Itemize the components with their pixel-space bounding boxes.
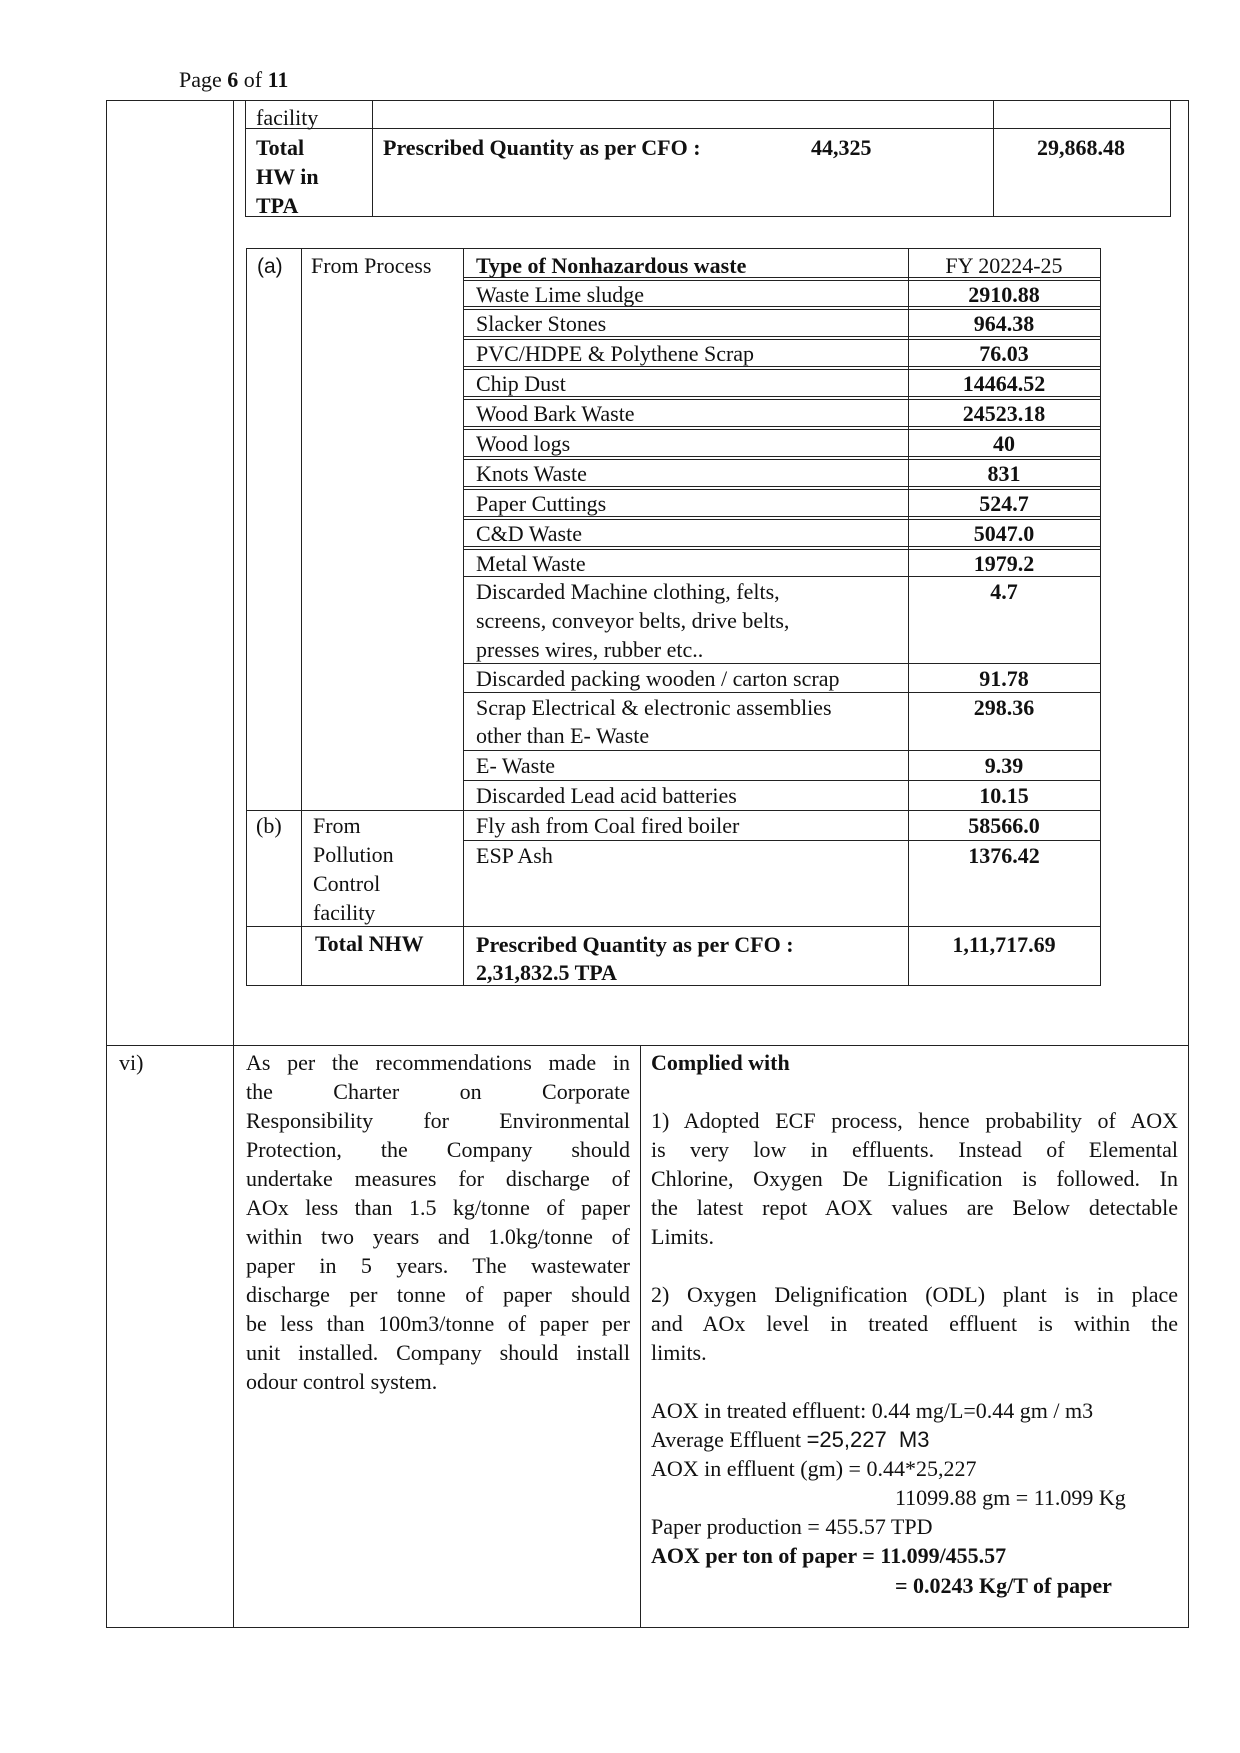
- waste-value: 58566.0: [968, 813, 1040, 838]
- waste-type: Paper Cuttings: [476, 491, 607, 516]
- waste-type: Waste Lime sludge: [476, 282, 645, 307]
- hw-row-label: facility: [256, 105, 319, 130]
- waste-type: E- Waste: [476, 753, 556, 778]
- point1-line: the latest repot AOX values are Below detectable: [651, 1195, 1178, 1220]
- calc-avg-effluent-value: =25,227 M3: [806, 1427, 930, 1452]
- compliance-status: Complied with: [651, 1050, 790, 1075]
- compliance-point-2: [651, 1280, 1178, 1367]
- nhw-left-border: [246, 248, 247, 986]
- hw-total-label-line-2: HW in: [256, 164, 319, 189]
- hw-col-divider-2: [993, 100, 994, 217]
- nhw-col-marker-divider: [301, 248, 302, 986]
- hw-table-bottom: [245, 216, 1170, 217]
- waste-type: presses wires, rubber etc..: [476, 637, 704, 662]
- waste-type: other than E- Waste: [476, 723, 650, 748]
- waste-value: 14464.52: [962, 371, 1046, 396]
- nhw-top-border: [246, 248, 1101, 249]
- calc-paper-production: Paper production = 455.57 TPD: [651, 1514, 933, 1539]
- waste-type: Fly ash from Coal fired boiler: [476, 813, 740, 838]
- outer-left-border: [106, 100, 107, 1628]
- waste-value: 4.7: [990, 579, 1018, 604]
- point1-line: is very low in effluents. Instead of Elemental: [651, 1137, 1178, 1162]
- calc-aox-effluent: AOX in effluent (gm) = 0.44*25,227: [651, 1456, 977, 1481]
- condition-text: [246, 1048, 630, 1396]
- condition-line: be less than 100m3/tonne of paper per: [246, 1311, 630, 1336]
- group-a-source: From Process: [311, 253, 432, 278]
- vi-column-divider: [640, 1045, 641, 1628]
- outer-right-border: [1188, 100, 1189, 1628]
- nhw-prescribed-line-2: 2,31,832.5 TPA: [476, 960, 617, 985]
- waste-type: Knots Waste: [476, 461, 587, 486]
- condition-line: Protection, the Company should: [246, 1137, 630, 1162]
- hw-total-label-line-3: TPA: [256, 193, 299, 218]
- hw-total-label-line-1: Total: [256, 135, 305, 160]
- waste-type: Wood Bark Waste: [476, 401, 635, 426]
- col-header-fy: FY 20224-25: [945, 253, 1063, 278]
- section-number: vi): [119, 1050, 144, 1075]
- hw-col-divider-1: [372, 100, 373, 217]
- hw-prescribed-value: 44,325: [811, 135, 872, 160]
- point2-line: limits.: [651, 1340, 707, 1365]
- group-a-marker: (a): [257, 255, 283, 278]
- waste-type: Discarded packing wooden / carton scrap: [476, 666, 840, 691]
- waste-type: Discarded Machine clothing, felts,: [476, 579, 780, 604]
- waste-type: Wood logs: [476, 431, 571, 456]
- page-number: Page 6 of 11: [179, 67, 289, 92]
- waste-type: PVC/HDPE & Polythene Scrap: [476, 341, 755, 366]
- point2-line: 2) Oxygen Delignification (ODL) plant is in place: [651, 1282, 1178, 1307]
- nhw-right-border: [1100, 248, 1101, 986]
- outer-bottom-border: [106, 1627, 1189, 1628]
- waste-value: 24523.18: [962, 401, 1046, 426]
- waste-value: 524.7: [979, 491, 1029, 516]
- calc-aox-treated: AOX in treated effluent: 0.44 mg/L=0.44 gm / m3: [651, 1398, 1094, 1423]
- calc-aox-per-ton: AOX per ton of paper = 11.099/455.57: [651, 1543, 1007, 1568]
- compliance-point-1: [651, 1106, 1178, 1251]
- group-b-marker: (b): [256, 813, 282, 838]
- col-header-type: Type of Nonhazardous waste: [476, 253, 747, 278]
- waste-value: 298.36: [973, 695, 1035, 720]
- waste-value: 5047.0: [973, 521, 1035, 546]
- hw-row-divider: [245, 128, 1170, 129]
- condition-line: the Charter on Corporate: [246, 1079, 630, 1104]
- nhw-col-source-divider: [463, 248, 464, 986]
- group-b-source-line-1: From: [313, 813, 361, 838]
- nhw-total-value: 1,11,717.69: [952, 932, 1056, 957]
- nhw-total-label: Total NHW: [315, 931, 424, 956]
- waste-type: Slacker Stones: [476, 311, 607, 336]
- waste-value: 9.39: [984, 753, 1024, 778]
- waste-type: Metal Waste: [476, 551, 586, 576]
- condition-line: discharge per tonne of paper should: [246, 1282, 630, 1307]
- waste-value: 964.38: [973, 311, 1035, 336]
- point1-line: Limits.: [651, 1224, 714, 1249]
- waste-type: screens, conveyor belts, drive belts,: [476, 608, 790, 633]
- waste-value: 2910.88: [968, 282, 1040, 307]
- group-b-source-line-4: facility: [313, 900, 376, 925]
- condition-line: Responsibility for Environmental: [246, 1108, 630, 1133]
- condition-line: AOx less than 1.5 kg/tonne of paper: [246, 1195, 630, 1220]
- waste-type: Discarded Lead acid batteries: [476, 783, 737, 808]
- condition-line: paper in 5 years. The wastewater: [246, 1253, 630, 1278]
- hw-table-right: [1170, 100, 1171, 217]
- calc-avg-effluent-label: Average Effluent: [651, 1427, 802, 1452]
- column-divider: [233, 100, 234, 1628]
- hw-table-left: [245, 100, 246, 217]
- nhw-prescribed-line-1: Prescribed Quantity as per CFO :: [476, 932, 794, 957]
- waste-value: 1376.42: [968, 843, 1040, 868]
- hw-prescribed-label: Prescribed Quantity as per CFO :: [383, 135, 701, 160]
- waste-value: 1979.2: [973, 551, 1035, 576]
- point1-line: 1) Adopted ECF process, hence probability of AOX: [651, 1108, 1178, 1133]
- waste-type: ESP Ash: [476, 843, 553, 868]
- condition-line: undertake measures for discharge of: [246, 1166, 630, 1191]
- calc-aox-effluent-result: 11099.88 gm = 11.099 Kg: [895, 1485, 1126, 1510]
- waste-value: 40: [993, 431, 1015, 456]
- calc-aox-per-ton-result: = 0.0243 Kg/T of paper: [895, 1573, 1112, 1598]
- condition-line: unit installed. Company should install: [246, 1340, 630, 1365]
- section-divider: [106, 1045, 1189, 1046]
- point2-line: and AOx level in treated effluent is within the: [651, 1311, 1178, 1336]
- waste-value: 831: [987, 461, 1021, 486]
- condition-line: odour control system.: [246, 1369, 438, 1394]
- waste-value: 91.78: [979, 666, 1029, 691]
- calc-avg-effluent: [651, 1425, 930, 1454]
- condition-line: within two years and 1.0kg/tonne of: [246, 1224, 630, 1249]
- waste-type: Chip Dust: [476, 371, 566, 396]
- waste-type: Scrap Electrical & electronic assemblies: [476, 695, 832, 720]
- waste-value: 10.15: [979, 783, 1029, 808]
- hw-table-top: [245, 100, 1170, 101]
- waste-value: 76.03: [979, 341, 1029, 366]
- point1-line: Chlorine, Oxygen De Lignification is followed. In: [651, 1166, 1178, 1191]
- waste-type: C&D Waste: [476, 521, 582, 546]
- condition-line: As per the recommendations made in: [246, 1050, 630, 1075]
- hw-total-value: 29,868.48: [1037, 135, 1125, 160]
- nhw-bottom-border: [246, 985, 1101, 986]
- group-b-source-line-2: Pollution: [313, 842, 394, 867]
- group-b-source-line-3: Control: [313, 871, 381, 896]
